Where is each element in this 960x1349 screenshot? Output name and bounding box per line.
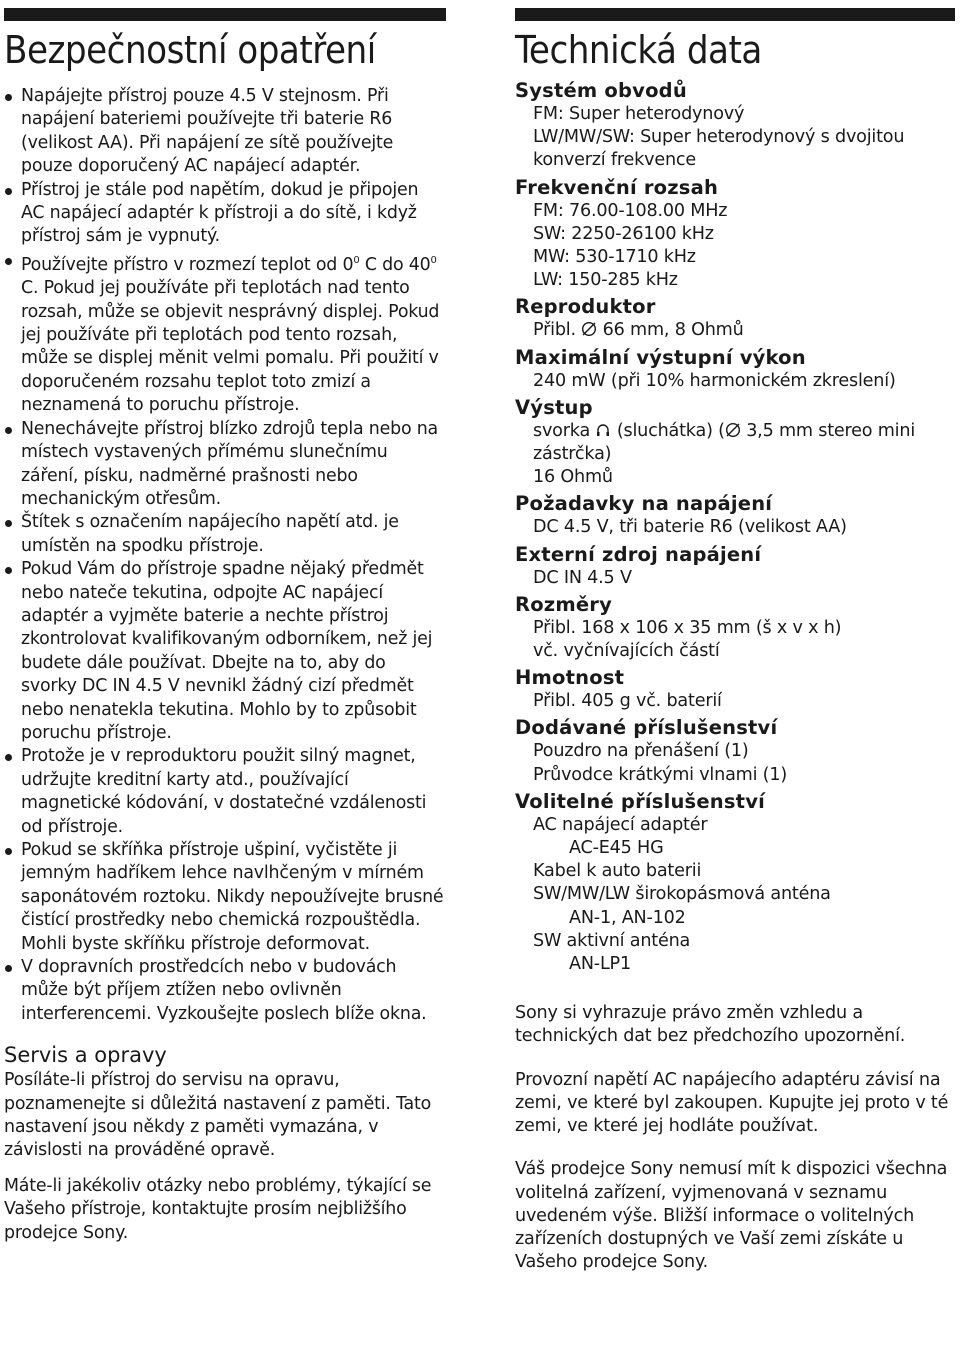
service-paragraph: Posíláte-li přístroj do servisu na opravu, poznamenejte si důležitá nastavení z paměti. Tato nastavení jsou někdy z paměti vymazána, v závislosti na prováděné opravě. (4, 1070, 432, 1161)
spec-heading: Rozměry (515, 592, 613, 616)
list-item: Používejte přístro v rozmezí teplot od $0^0$ C do $40^0$ C. Pokud jej používáte při teplotách nad tento rozsah, může se objevit nesprávný displej. Pokud jej používáte při teplotách pod tento rozsah, může se displej měnit velmi pomalu. Při použití v doporučeném rozsahu teplot toto zmizí a neznamená to poruchu přístroje. (4, 249, 446, 418)
safety-title: Bezpečnostní opatření (4, 28, 376, 72)
diameter-icon (581, 321, 597, 337)
note-adapter-voltage: Provozní napětí AC napájecího adaptéru závisí na zemi, ve které byl zakoupen. Kupujte jej proto v té zemi, ve které jej hodláte používat. (515, 1069, 949, 1137)
spec-value: vč. vyčnívajících částí (533, 641, 720, 662)
spec-frequency (515, 176, 955, 293)
spec-value: 240 mW (při 10% harmonickém zkreslení) (533, 370, 896, 391)
spec-power-requirements (515, 492, 955, 539)
spec-output-power (515, 346, 955, 393)
safety-list (4, 85, 446, 1026)
spec-value: SW aktivní anténa (533, 930, 691, 951)
spec-value: LW/MW/SW: Super heterodynový s dvojitou konverzí frekvence (533, 127, 905, 171)
spec-heading: Dodávané příslušenství (515, 716, 778, 740)
spec-value: Pouzdro na přenášení (1) (533, 741, 749, 762)
specs-title: Technická data (515, 28, 762, 72)
spec-value: MW: 530-1710 kHz (533, 247, 696, 268)
spec-dimensions (515, 593, 955, 663)
right-column (515, 8, 955, 1274)
spec-value: AN-LP1 (569, 954, 631, 975)
spec-heading: Výstup (515, 395, 593, 419)
list-item: Přístroj je stále pod napětím, dokud je připojen AC napájecí adaptér k přístroji a do sítě, i když přístroj sám je vypnutý. (4, 179, 446, 249)
service-title: Servis a opravy (4, 1043, 167, 1068)
header-bar (515, 8, 955, 21)
spec-speaker (515, 295, 955, 342)
header-bar (4, 8, 446, 21)
spec-value: FM: Super heterodynový (533, 104, 745, 124)
spec-value: AC napájecí adaptér (533, 814, 708, 835)
spec-value: DC 4.5 V, tři baterie R6 (velikost AA) (533, 517, 847, 538)
spec-external-power (515, 543, 955, 590)
spec-value: DC IN 4.5 V (533, 567, 632, 588)
spec-value: SW: 2250-26100 kHz (533, 223, 714, 244)
spec-optional-accessories (515, 790, 955, 976)
list-item: Nenechávejte přístroj blízko zdrojů tepla nebo na místech vystavených přímému slunečnímu záření, písku, nadměrné prašnosti nebo mechanickým otřesům. (4, 418, 446, 512)
spec-heading: Volitelné příslušenství (515, 789, 765, 813)
spec-heading: Maximální výstupní výkon (515, 345, 806, 369)
spec-supplied-accessories (515, 716, 955, 786)
spec-value: Kabel k auto baterii (533, 861, 702, 882)
spec-value: AN-1, AN-102 (569, 907, 686, 928)
list-item: Protože je v reproduktoru použit silný magnet, udržujte kreditní karty atd., používající magnetické kódování, v dostatečné vzdálenosti od přístroje. (4, 745, 446, 839)
left-column (4, 8, 446, 1245)
spec-heading: Frekvenční rozsah (515, 175, 719, 199)
note-availability: Váš prodejce Sony nemusí mít k dispozici všechna volitelná zařízení, vyjmenovaná v seznamu uvedeném výše. Bližší informace o volitelných zařízeních dostupných ve Vaší zemi získáte u Vašeho prodejce Sony. (515, 1159, 948, 1273)
spec-value: 16 Ohmů (533, 467, 613, 488)
spec-heading: Hmotnost (515, 666, 625, 690)
spec-value: LW: 150-285 kHz (533, 270, 678, 291)
spec-heading: Systém obvodů (515, 79, 687, 102)
spec-heading: Externí zdroj napájení (515, 542, 762, 566)
spec-value: Průvodce krátkými vlnami (1) (533, 764, 787, 785)
spec-value: SW/MW/LW širokopásmová anténa (533, 884, 831, 905)
list-item: Napájejte přístroj pouze 4.5 V stejnosm. Při napájení bateriemi používejte tři baterie R6 (velikost AA). Při napájení ze sítě používejte pouze doporučený AC napájecí adaptér. (4, 85, 446, 179)
spec-value: Přibl. 168 x 106 x 35 mm (š x v x h) (533, 617, 842, 638)
spec-weight (515, 666, 955, 713)
list-item: Pokud Vám do přístroje spadne nějaký předmět nebo nateče tekutina, odpojte AC napájecí adaptér a vyjměte baterie a nechte přístroj zkontrolovat kvalifikovaným odborníkem, než jej budete dále používat. Dbejte na to, aby do svorky DC IN 4.5 V nevnikl žádný cizí předmět nebo nenatekla tekutina. Mohlo by to způsobit poruchu přístroje. (4, 558, 446, 745)
list-item: V dopravních prostředcích nebo v budovách může být příjem ztížen nebo ovlivněn interferencemi. Vyzkoušejte poslech blíže okna. (4, 956, 446, 1026)
spec-circuit (515, 79, 955, 173)
diameter-icon (725, 422, 741, 438)
spec-output (515, 396, 955, 490)
spec-value: AC-E45 HG (569, 838, 664, 859)
spec-value: Přibl. 66 mm, 8 Ohmů (533, 320, 744, 341)
headphones-icon (595, 422, 611, 438)
note-design-changes: Sony si vyhrazuje právo změn vzhledu a technických dat bez předchozího upozornění. (515, 1003, 906, 1047)
list-item: Pokud se skříňka přístroje ušpiní, vyčistěte ji jemným hadříkem lehce navlhčeným v mírném saponátovém roztoku. Nikdy nepoužívejte brusné čistící prostředky nebo chemická rozpouštědla. Mohli byste skříňku přístroje deformovat. (4, 839, 446, 956)
spec-value: svorka (sluchátka) ( 3,5 mm stereo mini zástrčka) (533, 420, 916, 465)
list-item: Štítek s označením napájecího napětí atd. je umístěn na spodku přístroje. (4, 511, 446, 558)
spec-value: Přibl. 405 g vč. baterií (533, 691, 722, 712)
spec-heading: Požadavky na napájení (515, 492, 773, 516)
contact-paragraph: Máte-li jakékoliv otázky nebo problémy, týkající se Vašeho přístroje, kontaktujte prosím nejbližšího prodejce Sony. (4, 1175, 432, 1243)
spec-heading: Reproduktor (515, 295, 656, 319)
spec-value: FM: 76.00-108.00 MHz (533, 200, 728, 221)
